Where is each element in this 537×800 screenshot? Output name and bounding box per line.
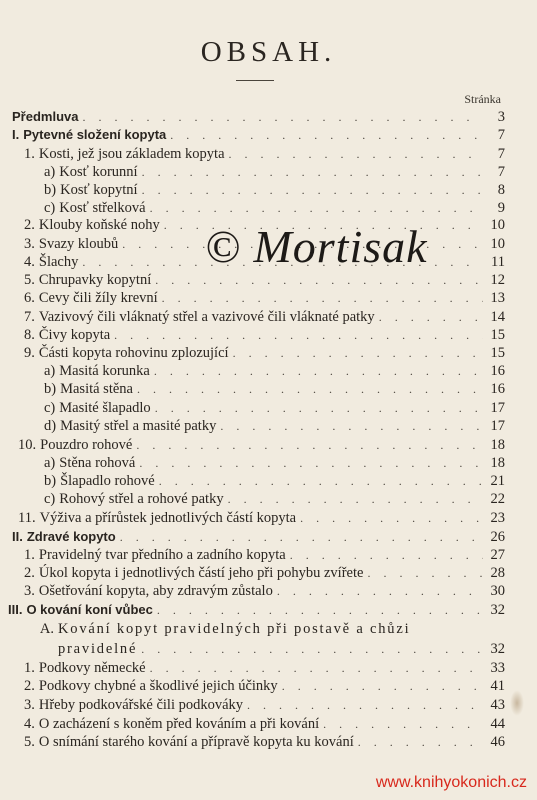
toc-entry: [24, 271, 505, 289]
toc-entry-page: 22: [490, 491, 505, 507]
toc-leader-dots: [155, 271, 483, 289]
toc-entry-label: pravidelné: [58, 641, 138, 657]
toc-entry-page: 7: [497, 146, 505, 162]
toc-entry-page: 28: [490, 565, 505, 581]
toc-leader-dots: [142, 181, 483, 199]
toc-entry: [58, 640, 505, 658]
toc-entry-page: 15: [490, 327, 505, 343]
site-url: www.knihyokonich.cz: [375, 774, 527, 791]
toc-entry-label: O snímání starého kování a přípravě kopyta ku kování: [38, 734, 354, 750]
toc-entry-number: 7.: [24, 309, 35, 325]
toc-entry-number: 5.: [24, 734, 35, 750]
toc-entry-number: b): [44, 182, 57, 198]
toc-entry: [12, 528, 505, 546]
toc-leader-dots: [170, 126, 483, 144]
toc-entry: [24, 308, 505, 326]
toc-entry-number: b): [44, 473, 57, 489]
toc-leader-dots: [120, 528, 483, 546]
toc-entry-number: 8.: [24, 327, 35, 343]
toc-entry: [24, 344, 505, 362]
toc-leader-dots: [358, 733, 483, 751]
toc-leader-dots: [367, 564, 483, 582]
toc-entry-number: 2.: [24, 565, 35, 581]
toc-entry: [36, 620, 505, 638]
page-title: OBSAH.: [200, 36, 337, 68]
toc-entry-number: c): [44, 491, 56, 507]
toc-entry-number: 6.: [24, 290, 35, 306]
toc-entry-page: 41: [490, 678, 505, 694]
toc-leader-dots: [139, 454, 483, 472]
toc-entry-label: Klouby koňské nohy: [38, 217, 160, 233]
toc-leader-dots: [233, 344, 483, 362]
toc-entry-number: I.: [12, 127, 20, 142]
toc-entry-label: Kosť kopytní: [60, 182, 138, 198]
toc-leader-dots: [300, 509, 483, 527]
toc-entry-label: Ošetřování kopyta, aby zdravým zůstalo: [38, 583, 273, 599]
toc-entry-label: Masitý střel a masité patky: [60, 418, 217, 434]
toc-entry: [44, 362, 505, 380]
copyright-watermark: © Mortisak: [205, 221, 428, 272]
toc-entry: [24, 564, 505, 582]
toc-leader-dots: [282, 677, 483, 695]
toc-leader-dots: [114, 326, 483, 344]
toc-entry-page: 30: [490, 583, 505, 599]
toc-entry-number: 1.: [24, 146, 35, 162]
toc-entry-page: 16: [490, 381, 505, 397]
toc-entry-label: Cevy čili žíly krevní: [38, 290, 158, 306]
toc-entry-label: Stěna rohová: [59, 455, 136, 471]
toc-leader-dots: [162, 289, 483, 307]
toc-entry: [24, 733, 505, 751]
toc-entry-number: c): [44, 400, 56, 416]
toc-entry-page: 18: [490, 437, 505, 453]
title-divider: [236, 80, 274, 81]
toc-entry-label: Kování kopyt pravidelných při postavě a chůzi: [58, 621, 411, 637]
toc-entry-label: Vazivový čili vláknatý střel a vazivové čili vláknaté patky: [38, 309, 375, 325]
toc-entry-page: 16: [490, 363, 505, 379]
toc-entry: [24, 546, 505, 564]
toc-entry-number: A.: [39, 621, 54, 637]
toc-entry: [12, 126, 505, 144]
toc-entry-page: 17: [490, 418, 505, 434]
toc-entry: [24, 715, 505, 733]
toc-entry: [44, 399, 505, 417]
toc-leader-dots: [137, 380, 483, 398]
toc-entry: [44, 199, 505, 217]
toc-entry-label: Části kopyta rohovinu zplozující: [38, 345, 229, 361]
toc-entry: [24, 582, 505, 600]
toc-leader-dots: [290, 546, 483, 564]
toc-entry-label: Kosť korunní: [59, 164, 138, 180]
toc-entry-label: Úkol kopyta i jednotlivých částí jeho při pohybu zvířete: [38, 565, 364, 581]
toc-leader-dots: [247, 696, 483, 714]
toc-entry-page: 12: [490, 272, 505, 288]
paper-stain: [510, 690, 524, 716]
toc-entry: [24, 326, 505, 344]
toc-leader-dots: [220, 417, 483, 435]
toc-entry-label: Masitá stěna: [60, 381, 133, 397]
toc-entry-number: d): [44, 418, 57, 434]
toc-entry: [44, 490, 505, 508]
toc-entry-page: 11: [491, 254, 505, 270]
toc-entry-label: Chrupavky kopytní: [38, 272, 152, 288]
toc-entry-page: 23: [490, 510, 505, 526]
toc-entry-label: Masitá korunka: [59, 363, 150, 379]
toc-entry-number: a): [44, 363, 56, 379]
toc-leader-dots: [154, 362, 483, 380]
toc-entry-page: 13: [490, 290, 505, 306]
toc-entry-label: Podkovy německé: [38, 660, 146, 676]
toc-entry-label: Rohový střel a rohové patky: [59, 491, 224, 507]
toc-entry-label: Čivy kopyta: [38, 327, 111, 343]
toc-entry-page: 17: [490, 400, 505, 416]
toc-entry-number: 2.: [24, 678, 35, 694]
toc-entry-page: 43: [490, 697, 505, 713]
toc-entry: [44, 472, 505, 490]
toc-entry: [44, 380, 505, 398]
toc-entry-number: a): [44, 164, 56, 180]
toc-entry-label: Výživa a přírůstek jednotlivých částí kopyta: [39, 510, 297, 526]
toc-entry-number: 3.: [24, 236, 35, 252]
toc-entry-label: O zacházení s koněm před kováním a při kování: [38, 716, 320, 732]
toc-entry-page: 27: [490, 547, 505, 563]
toc-entry-page: 7: [497, 164, 505, 180]
toc-entry-label: Šlapadlo rohové: [60, 473, 155, 489]
toc-entry-label: Masité šlapadlo: [59, 400, 151, 416]
toc-entry-page: 7: [497, 127, 505, 143]
toc-entry-label: Předmluva: [12, 109, 79, 124]
toc-entry-page: 10: [490, 217, 505, 233]
toc-entry-number: c): [44, 200, 56, 216]
toc-entry-number: 3.: [24, 583, 35, 599]
toc-entry: [44, 163, 505, 181]
toc-leader-dots: [141, 640, 483, 658]
toc-entry-number: 9.: [24, 345, 35, 361]
toc-leader-dots: [229, 145, 483, 163]
toc-entry-page: 46: [490, 734, 505, 750]
toc-entry: [24, 289, 505, 307]
toc-entry-page: 9: [497, 200, 505, 216]
toc-entry-page: 18: [490, 455, 505, 471]
toc-leader-dots: [323, 715, 483, 733]
toc-entry-label: Podkovy chybné a škodlivé jejich účinky: [38, 678, 278, 694]
toc-entry-label: Svazy kloubů: [38, 236, 119, 252]
toc-entry-number: 4.: [24, 254, 35, 270]
toc-entry-page: 44: [490, 716, 505, 732]
toc-leader-dots: [150, 659, 483, 677]
toc-leader-dots: [157, 601, 483, 619]
toc-leader-dots: [142, 163, 483, 181]
toc-entry-page: 14: [490, 309, 505, 325]
toc-entry-label: Pravidelný tvar předního a zadního kopyta: [38, 547, 286, 563]
toc-entry-label: Pytevné složení kopyta: [23, 127, 167, 142]
toc-entry-label: Zdravé kopyto: [26, 529, 116, 544]
toc-entry-number: III.: [8, 602, 23, 617]
toc-entry-page: 33: [490, 660, 505, 676]
toc-entry-label: Hřeby podkovářské čili podkováky: [38, 697, 244, 713]
toc-entry-number: 11.: [18, 510, 36, 526]
toc-entry: [24, 677, 505, 695]
toc-entry-label: Šlachy: [38, 254, 79, 270]
toc-entry-number: a): [44, 455, 56, 471]
toc-entry-number: 1.: [24, 660, 35, 676]
toc-entry-page: 15: [490, 345, 505, 361]
toc-entry: [44, 417, 505, 435]
toc-entry-number: 2.: [24, 217, 35, 233]
toc-entry-number: 5.: [24, 272, 35, 288]
toc-entry-number: 3.: [24, 697, 35, 713]
toc-entry: [18, 509, 505, 527]
toc-entry-number: b): [44, 381, 57, 397]
toc-entry: [12, 108, 505, 126]
toc-entry: [24, 696, 505, 714]
toc-leader-dots: [379, 308, 483, 326]
toc-entry: [44, 181, 505, 199]
toc-entry-label: Kosti, jež jsou základem kopyta: [38, 146, 225, 162]
toc-entry-page: 32: [490, 641, 505, 657]
toc-entry-number: 1.: [24, 547, 35, 563]
toc-entry-page: 21: [490, 473, 505, 489]
toc-leader-dots: [155, 399, 483, 417]
toc-leader-dots: [277, 582, 483, 600]
toc-entry-number: 10.: [18, 437, 37, 453]
toc-leader-dots: [159, 472, 483, 490]
toc-entry: [24, 145, 505, 163]
toc-entry-page: 8: [497, 182, 505, 198]
toc-entry-page: 32: [490, 602, 505, 618]
toc-leader-dots: [82, 108, 483, 126]
toc-entry-page: 3: [497, 109, 505, 125]
toc-entry-number: II.: [12, 529, 23, 544]
toc-entry: [8, 601, 505, 619]
toc-entry-page: 26: [490, 529, 505, 545]
toc-entry: [18, 436, 505, 454]
toc-entry-label: Kosť střelková: [59, 200, 146, 216]
toc-leader-dots: [136, 436, 483, 454]
toc-entry: [24, 659, 505, 677]
toc-leader-dots: [228, 490, 483, 508]
toc-entry-page: 10: [490, 236, 505, 252]
toc-entry-label: Pouzdro rohové: [40, 437, 133, 453]
page-column-header: Stránka: [464, 92, 501, 106]
toc-entry-label: O kování koní vůbec: [26, 602, 153, 617]
toc-entry-number: 4.: [24, 716, 35, 732]
toc-leader-dots: [150, 199, 483, 217]
toc-entry: [44, 454, 505, 472]
